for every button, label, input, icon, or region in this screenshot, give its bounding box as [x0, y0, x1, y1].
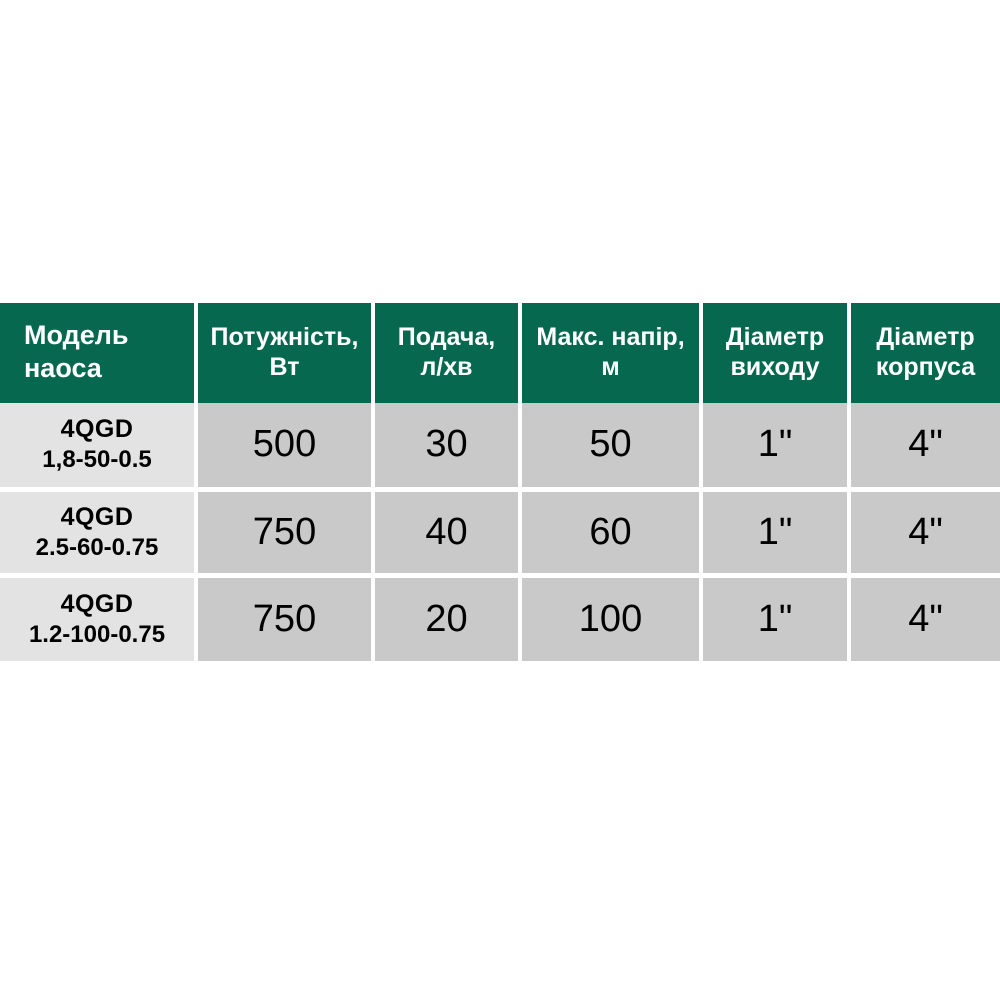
column-header-model: [0, 303, 196, 403]
cell-flow: 20: [373, 575, 520, 661]
table-row: [0, 489, 1000, 575]
column-header-outlet-diameter-line2: виходу: [730, 353, 820, 381]
column-header-max-head-line1: Макс. напір,: [536, 322, 685, 351]
column-header-max-head-line2: м: [601, 353, 620, 381]
cell-model-series: 4QGD: [60, 502, 134, 531]
cell-max-head: 100: [520, 575, 701, 661]
column-header-flow-line2: л/хв: [420, 353, 473, 381]
cell-model-code: 2.5-60-0.75: [35, 533, 159, 561]
table-header-row: [0, 303, 1000, 403]
column-header-body-diameter: [849, 303, 1000, 403]
column-header-flow: [373, 303, 520, 403]
table-header: [0, 303, 1000, 403]
cell-max-head: 50: [520, 403, 701, 489]
cell-power: 500: [196, 403, 373, 489]
cell-model-series: 4QGD: [60, 415, 134, 444]
cell-model: [0, 489, 196, 575]
cell-model-code: 1.2-100-0.75: [28, 620, 166, 648]
column-header-max-head: [520, 303, 701, 403]
cell-outlet-diameter: 1": [701, 489, 849, 575]
column-header-power-line2: Вт: [269, 353, 300, 381]
column-header-power-line1: Потужність,: [210, 322, 359, 351]
column-header-outlet-diameter-line1: Діаметр: [725, 322, 825, 351]
cell-model-series: 4QGD: [60, 589, 134, 618]
column-header-model-line2: наоса: [24, 353, 102, 383]
cell-power: 750: [196, 575, 373, 661]
table-row: [0, 575, 1000, 661]
cell-model: [0, 575, 196, 661]
table-row: [0, 403, 1000, 489]
pump-specifications-table: [0, 303, 1000, 661]
cell-model: [0, 403, 196, 489]
cell-model-code: 1,8-50-0.5: [42, 446, 152, 474]
cell-outlet-diameter: 1": [701, 403, 849, 489]
column-header-flow-line1: Подача,: [397, 322, 496, 351]
cell-max-head: 60: [520, 489, 701, 575]
cell-body-diameter: 4": [849, 575, 1000, 661]
cell-outlet-diameter: 1": [701, 575, 849, 661]
column-header-body-diameter-line1: Діаметр: [876, 322, 975, 351]
cell-flow: 30: [373, 403, 520, 489]
cell-body-diameter: 4": [849, 489, 1000, 575]
column-header-power: [196, 303, 373, 403]
column-header-model-line1: Модель: [24, 320, 129, 351]
cell-power: 750: [196, 489, 373, 575]
cell-flow: 40: [373, 489, 520, 575]
cell-body-diameter: 4": [849, 403, 1000, 489]
table-body: [0, 403, 1000, 661]
column-header-body-diameter-line2: корпуса: [875, 353, 976, 381]
column-header-outlet-diameter: [701, 303, 849, 403]
